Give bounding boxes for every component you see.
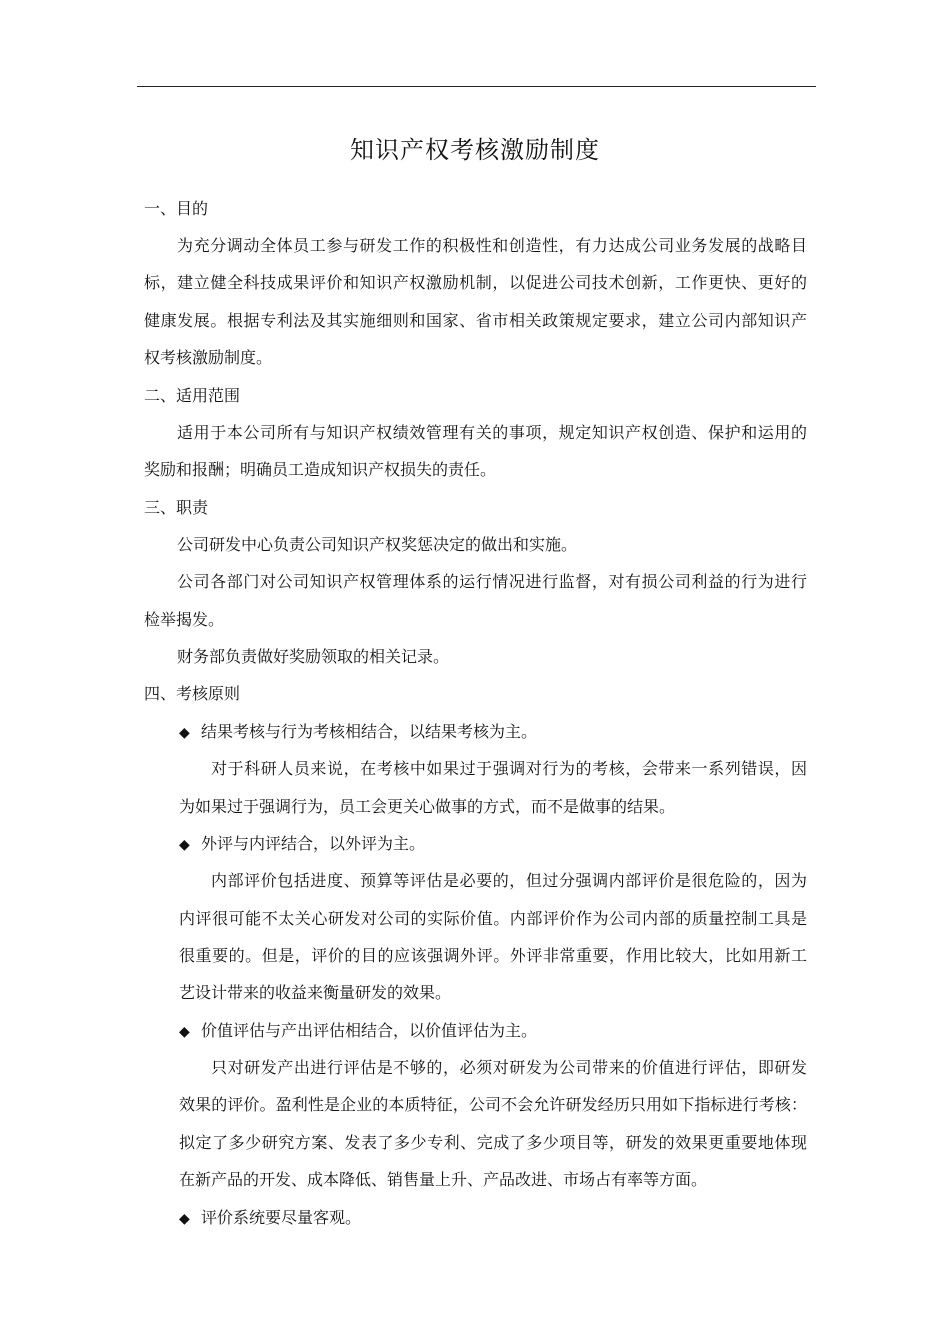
paragraph-line: 效果的评价。盈利性是企业的本质特征，公司不会允许研发经历只用如下指标进行考核： xyxy=(179,1095,807,1114)
section-heading-scope: 二、适用范围 xyxy=(144,386,241,405)
diamond-bullet-icon: ◆ xyxy=(179,1024,190,1040)
paragraph-line: 艺设计带来的收益来衡量研发的效果。 xyxy=(179,983,452,1002)
bullet-item xyxy=(179,722,537,743)
paragraph-line: 内部评价包括进度、预算等评估是必要的，但过分强调内部评价是很危险的，因为 xyxy=(211,871,807,890)
paragraph-line: 只对研发产出进行评估是不够的，必须对研发为公司带来的价值进行评估，即研发 xyxy=(211,1058,807,1077)
bullet-item xyxy=(179,834,425,855)
section-heading-purpose: 一、目的 xyxy=(144,199,209,218)
bullet-text: 价值评估与产出评估相结合，以价值评估为主。 xyxy=(201,1021,538,1040)
diamond-bullet-icon: ◆ xyxy=(179,725,190,741)
bullet-text: 评价系统要尽量客观。 xyxy=(201,1208,362,1227)
page-title: 知识产权考核激励制度 xyxy=(350,136,600,164)
paragraph-line: 在新产品的开发、成本降低、销售量上升、产品改进、市场占有率等方面。 xyxy=(179,1170,708,1189)
paragraph-line: 内评很可能不太关心研发对公司的实际价值。内部评价作为公司内部的质量控制工具是 xyxy=(179,909,807,928)
bullet-item xyxy=(179,1208,361,1229)
paragraph-line: 适用于本公司所有与知识产权绩效管理有关的事项，规定知识产权创造、保护和运用的 xyxy=(177,423,807,442)
paragraph-line: 为充分调动全体员工参与研发工作的积极性和创造性，有力达成公司业务发展的战略目 xyxy=(177,236,807,255)
section-heading-duties: 三、职责 xyxy=(144,498,209,517)
paragraph-line: 奖励和报酬；明确员工造成知识产权损失的责任。 xyxy=(144,460,497,479)
paragraph-line: 拟定了多少研究方案、发表了多少专利、完成了多少项目等，研发的效果更重要地体现 xyxy=(179,1133,807,1152)
diamond-bullet-icon: ◆ xyxy=(179,1211,190,1227)
paragraph-line: 健康发展。根据专利法及其实施细则和国家、省市相关政策规定要求，建立公司内部知识产 xyxy=(144,311,807,330)
bullet-text: 外评与内评结合，以外评为主。 xyxy=(201,834,426,853)
paragraph-line: 财务部负责做好奖励领取的相关记录。 xyxy=(177,647,450,666)
bullet-text: 结果考核与行为考核相结合，以结果考核为主。 xyxy=(201,722,538,741)
paragraph-line: 检举揭发。 xyxy=(144,610,225,629)
paragraph-line: 标，建立健全科技成果评价和知识产权激励机制，以促进公司技术创新，工作更快、更好的 xyxy=(144,273,807,292)
diamond-bullet-icon: ◆ xyxy=(179,837,190,853)
paragraph-line: 公司各部门对公司知识产权管理体系的运行情况进行监督，对有损公司利益的行为进行 xyxy=(177,572,807,591)
paragraph-line: 很重要的。但是，评价的目的应该强调外评。外评非常重要，作用比较大，比如用新工 xyxy=(179,946,807,965)
paragraph-line: 为如果过于强调行为，员工会更关心做事的方式，而不是做事的结果。 xyxy=(179,797,676,816)
section-heading-principles: 四、考核原则 xyxy=(144,684,241,703)
bullet-item xyxy=(179,1021,537,1042)
header-rule xyxy=(137,86,816,87)
paragraph-line: 权考核激励制度。 xyxy=(144,348,273,367)
paragraph-line: 公司研发中心负责公司知识产权奖惩决定的做出和实施。 xyxy=(177,535,578,554)
paragraph-line: 对于科研人员来说，在考核中如果过于强调对行为的考核，会带来一系列错误，因 xyxy=(211,759,807,778)
